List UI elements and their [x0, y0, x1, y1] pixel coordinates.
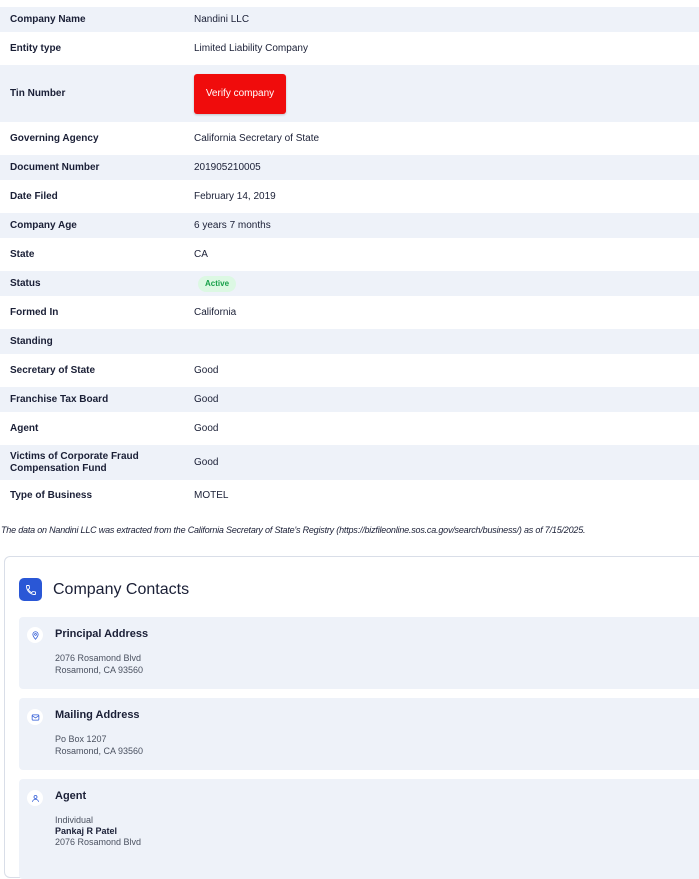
row-company-age	[0, 213, 699, 238]
agent-label: Agent	[10, 422, 39, 434]
standing-label: Standing	[10, 335, 53, 347]
victims-fund-label: Victims of Corporate Fraud Compensation Fund	[10, 450, 139, 474]
governing-agency-value: California Secretary of State	[194, 132, 320, 144]
row-tin-number	[0, 65, 699, 122]
franchise-tax-board-value: Good	[194, 393, 219, 405]
status-badge: Active	[198, 276, 236, 292]
row-document-number	[0, 155, 699, 180]
row-franchise-tax-board	[0, 387, 699, 412]
person-icon	[27, 790, 43, 806]
governing-agency-label: Governing Agency	[10, 132, 99, 144]
entity-type-label: Entity type	[10, 42, 62, 54]
company-contacts-title: Company Contacts	[53, 580, 190, 598]
row-governing-agency	[0, 122, 699, 155]
row-type-of-business	[0, 480, 699, 511]
secretary-of-state-label: Secretary of State	[10, 364, 96, 376]
mailing-address-block	[19, 698, 699, 770]
row-entity-type	[0, 32, 699, 65]
secretary-of-state-value: Good	[194, 364, 219, 376]
company-age-value: 6 years 7 months	[194, 219, 271, 231]
mailing-address-line2: Rosamond, CA 93560	[55, 746, 144, 756]
agent-name: Pankaj R Patel	[55, 826, 118, 836]
data-source-note: The data on Nandini LLC was extracted from the California Secretary of State's Registry (https://bizfileonline.sos.ca.gov/search/business/) as of 7/15/2025.	[1, 525, 586, 535]
row-formed-in	[0, 296, 699, 329]
agent-block	[19, 779, 699, 879]
location-pin-icon	[27, 627, 43, 643]
verify-company-button[interactable]: Verify company	[194, 74, 286, 114]
agent-address-line1: 2076 Rosamond Blvd	[55, 837, 142, 847]
entity-type-value: Limited Liability Company	[194, 42, 308, 54]
mailing-address-title: Mailing Address	[55, 709, 140, 721]
company-contacts-header	[19, 578, 189, 601]
company-contacts-card	[4, 556, 699, 878]
tin-number-value	[184, 74, 699, 114]
row-company-name	[0, 7, 699, 32]
principal-address-line1: 2076 Rosamond Blvd	[55, 653, 142, 663]
row-victims-fund	[0, 445, 699, 480]
victims-fund-value: Good	[194, 456, 219, 468]
company-name-value: Nandini LLC	[194, 13, 250, 25]
row-secretary-of-state	[0, 354, 699, 387]
franchise-tax-board-label: Franchise Tax Board	[10, 393, 109, 405]
company-name-label: Company Name	[10, 13, 86, 25]
date-filed-value: February 14, 2019	[194, 190, 276, 202]
state-value: CA	[194, 248, 208, 260]
mailing-address-line1: Po Box 1207	[55, 734, 107, 744]
status-label: Status	[10, 277, 41, 289]
document-number-value: 201905210005	[194, 161, 261, 173]
date-filed-label: Date Filed	[10, 190, 58, 202]
tin-number-label: Tin Number	[10, 87, 66, 99]
type-of-business-value: MOTEL	[194, 489, 229, 501]
row-standing	[0, 329, 699, 354]
principal-address-title: Principal Address	[55, 628, 149, 640]
formed-in-value: California	[194, 306, 237, 318]
company-details-table	[0, 7, 699, 511]
principal-address-line2: Rosamond, CA 93560	[55, 665, 144, 675]
principal-address-block	[19, 617, 699, 689]
row-date-filed	[0, 180, 699, 213]
state-label: State	[10, 248, 35, 260]
company-age-label: Company Age	[10, 219, 77, 231]
status-value	[184, 276, 699, 292]
row-status	[0, 271, 699, 296]
phone-icon	[19, 578, 42, 601]
agent-type: Individual	[55, 815, 94, 825]
agent-title: Agent	[55, 790, 87, 802]
type-of-business-label: Type of Business	[10, 489, 93, 501]
row-agent	[0, 412, 699, 445]
document-number-label: Document Number	[10, 161, 100, 173]
formed-in-label: Formed In	[10, 306, 59, 318]
mail-icon	[27, 709, 43, 725]
row-state	[0, 238, 699, 271]
agent-value: Good	[194, 422, 219, 434]
